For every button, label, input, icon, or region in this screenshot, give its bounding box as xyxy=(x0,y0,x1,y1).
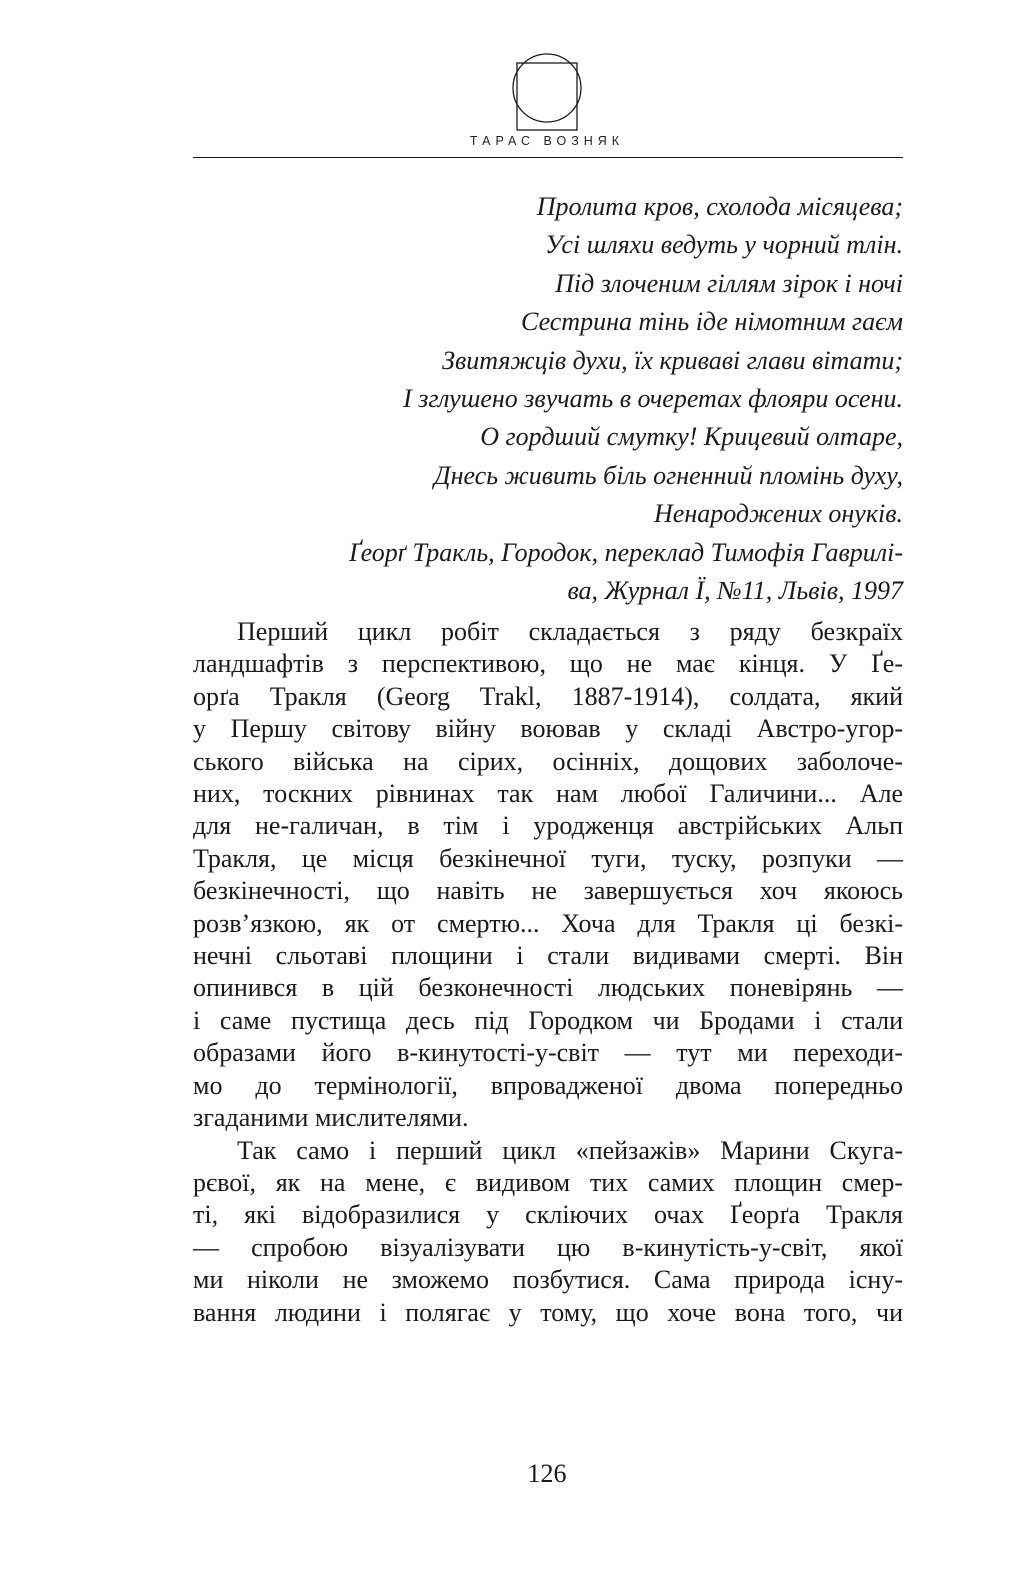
text-line: них, тоскних рівнинах так нам любої Галичини... Але xyxy=(193,779,903,809)
text-line: ми ніколи не зможемо позбутися. Сама природа існу- xyxy=(193,1265,903,1295)
text-line: Перший цикл робіт складається з ряду безкраїх xyxy=(237,617,903,646)
text-line: Тракля, це місця безкінечної туги, туску, розпуки — xyxy=(193,843,903,873)
epigraph-line: І зглушено звучать в очеретах флояри осени. xyxy=(403,384,903,414)
header-rule xyxy=(193,157,903,158)
text-line: мо до термінології, впровадженої двома попередньо xyxy=(193,1070,903,1100)
text-line: розв’язкою, як от смертю... Хоча для Тракля ці безкі- xyxy=(193,908,903,938)
text-line: у Першу світову війну воював у складі Австро-угор- xyxy=(193,714,903,744)
text-line: безкінечності, що навіть не завершується хоч якоюсь xyxy=(193,876,903,906)
body-text xyxy=(193,616,903,1329)
text-line: і саме пустища десь під Городком чи Бродами і стали xyxy=(193,1005,903,1035)
epigraph-line: Днесь живить біль огненний пломінь духу, xyxy=(434,460,903,490)
text-line: орґа Тракля (Georg Trakl, 1887-1914), солдата, який xyxy=(193,681,903,711)
epigraph-line: О гордший смутку! Крицевий олтаре, xyxy=(480,422,903,452)
text-line: образами його в-кинутості-у-світ — тут ми переходи- xyxy=(193,1038,903,1068)
text-line: — спробою візуалізувати цю в-кинутість-у-світ, якої xyxy=(193,1232,903,1262)
paragraph-1 xyxy=(193,616,903,1135)
page-number: 126 xyxy=(527,1459,567,1488)
text-line: ського війська на сірих, осінніх, дощових заболоче- xyxy=(193,746,903,776)
text-line: нечні сльотаві площини і стали видивами смерті. Він xyxy=(193,941,903,971)
text-line: опинився в цій безконечності людських поневірянь — xyxy=(193,973,903,1003)
running-head-author: ТАРАС ВОЗНЯК xyxy=(469,134,625,148)
text-line: згаданими мислителями. xyxy=(193,1103,469,1133)
text-line: ті, які відобразилися у скліючих очах Ґеорґа Тракля xyxy=(193,1200,903,1230)
epigraph-source-line: Ґеорґ Тракль, Городок, переклад Тимофія Гаврилі- xyxy=(349,537,903,567)
paragraph-2 xyxy=(193,1135,903,1329)
epigraph xyxy=(263,188,903,610)
epigraph-line: Пролита кров, схолода місяцева; xyxy=(536,192,903,221)
text-line: вання людини і полягає у тому, що хоче вона того, чи xyxy=(193,1297,903,1327)
epigraph-line: Під злоченим гіллям зірок і ночі xyxy=(555,268,903,298)
circle-square-emblem xyxy=(505,48,589,132)
epigraph-line: Сестрина тінь іде німотним гаєм xyxy=(521,307,903,337)
epigraph-line: Звитяжців духи, їх криваві глави вітати; xyxy=(442,345,903,375)
text-line: Так само і перший цикл «пейзажів» Марини Скуга- xyxy=(237,1135,903,1165)
text-line: рєвої, як на мене, є видивом тих самих площин смер- xyxy=(193,1167,903,1197)
text-line: для не-галичан, в тім і уродженця австрійських Альп xyxy=(193,811,903,841)
epigraph-line: Усі шляхи ведуть у чорний тлін. xyxy=(545,230,903,260)
epigraph-source-line: ва, Журнал Ї, №11, Львів, 1997 xyxy=(567,576,903,606)
epigraph-line: Ненароджених онуків. xyxy=(654,499,903,529)
text-line: ландшафтів з перспективою, що не має кінця. У Ґе- xyxy=(193,649,903,679)
